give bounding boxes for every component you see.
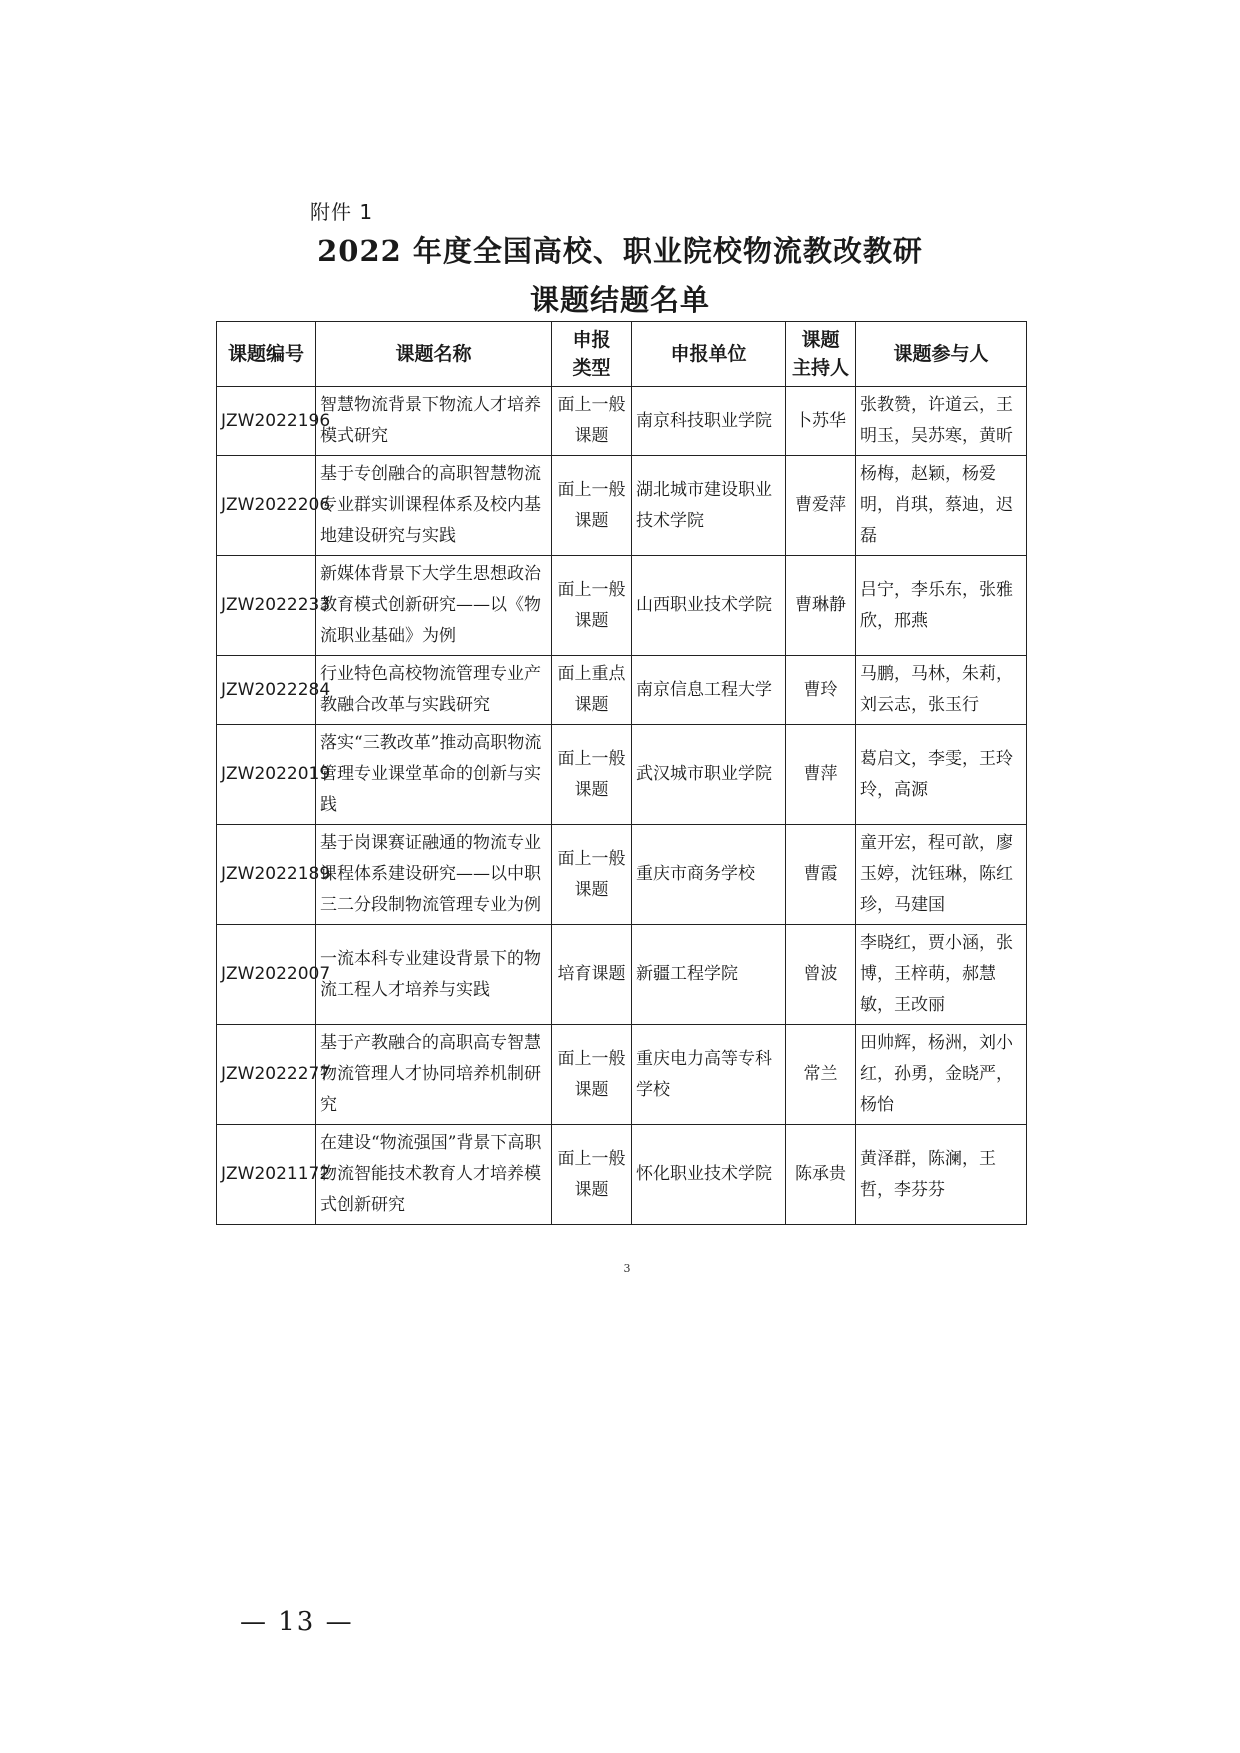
col-header-type-line1: 申报 [572, 329, 611, 351]
col-header-host-line2: 主持人 [791, 357, 849, 379]
cell-unit: 武汉城市职业学院 [632, 725, 786, 825]
cell-host: 曾波 [786, 925, 856, 1025]
cell-type: 培育课题 [552, 925, 632, 1025]
project-list-table [216, 321, 1027, 1225]
document-title-line2: 课题结题名单 [529, 283, 710, 317]
cell-unit: 南京信息工程大学 [632, 656, 786, 725]
table-row [217, 387, 1027, 456]
table-row [217, 456, 1027, 556]
cell-code: JZW2022277 [217, 1025, 316, 1125]
table-row [217, 556, 1027, 656]
cell-code: JZW2022019 [217, 725, 316, 825]
table-row [217, 825, 1027, 925]
cell-host: 曹琳静 [786, 556, 856, 656]
cell-members: 张教赞，许道云，王明玉，吴苏寒，黄昕 [856, 387, 1027, 456]
col-header-host-line1: 课题 [801, 329, 840, 351]
cell-name: 基于专创融合的高职智慧物流专业群实训课程体系及校内基地建设研究与实践 [316, 456, 552, 556]
page-number: — 13 — [240, 1607, 354, 1637]
col-header-host [786, 322, 856, 387]
col-header-name: 课题名称 [316, 322, 552, 387]
cell-type: 面上一般课题 [552, 1125, 632, 1225]
cell-members: 田帅辉，杨洲，刘小红，孙勇，金晓严，杨怡 [856, 1025, 1027, 1125]
cell-unit: 山西职业技术学院 [632, 556, 786, 656]
cell-unit: 重庆市商务学校 [632, 825, 786, 925]
cell-host: 常兰 [786, 1025, 856, 1125]
cell-code: JZW2022233 [217, 556, 316, 656]
cell-name: 一流本科专业建设背景下的物流工程人才培养与实践 [316, 925, 552, 1025]
cell-members: 葛启文，李雯，王玲玲，高源 [856, 725, 1027, 825]
cell-unit: 重庆电力高等专科学校 [632, 1025, 786, 1125]
cell-name: 智慧物流背景下物流人才培养模式研究 [316, 387, 552, 456]
cell-code: JZW2022196 [217, 387, 316, 456]
cell-name: 在建设“物流强国”背景下高职物流智能技术教育人才培养模式创新研究 [316, 1125, 552, 1225]
document-title-line1: 2022 年度全国高校、职业院校物流教改教研 [317, 234, 923, 268]
cell-members: 杨梅，赵颖，杨爱明，肖琪，蔡迪，迟磊 [856, 456, 1027, 556]
table-row [217, 656, 1027, 725]
inner-page-number: 3 [623, 1262, 631, 1275]
cell-type: 面上一般课题 [552, 725, 632, 825]
cell-type: 面上一般课题 [552, 556, 632, 656]
table-header-row [217, 322, 1027, 387]
cell-unit: 湖北城市建设职业技术学院 [632, 456, 786, 556]
cell-host: 卜苏华 [786, 387, 856, 456]
cell-host: 曹萍 [786, 725, 856, 825]
col-header-members: 课题参与人 [856, 322, 1027, 387]
cell-code: JZW2022007 [217, 925, 316, 1025]
col-header-type-line2: 类型 [572, 357, 611, 379]
cell-host: 陈承贵 [786, 1125, 856, 1225]
cell-host: 曹霞 [786, 825, 856, 925]
cell-code: JZW2022189 [217, 825, 316, 925]
cell-host: 曹玲 [786, 656, 856, 725]
cell-unit: 南京科技职业学院 [632, 387, 786, 456]
cell-type: 面上一般课题 [552, 456, 632, 556]
cell-members: 马鹏，马林，朱莉，刘云志，张玉行 [856, 656, 1027, 725]
cell-unit: 新疆工程学院 [632, 925, 786, 1025]
cell-code: JZW2022206 [217, 456, 316, 556]
cell-members: 李晓红，贾小涵，张博，王梓萌，郝慧敏，王改丽 [856, 925, 1027, 1025]
cell-type: 面上一般课题 [552, 1025, 632, 1125]
cell-code: JZW2022284 [217, 656, 316, 725]
table-row [217, 925, 1027, 1025]
attachment-label: 附件 1 [310, 200, 374, 224]
table-row [217, 725, 1027, 825]
cell-name: 新媒体背景下大学生思想政治教育模式创新研究——以《物流职业基础》为例 [316, 556, 552, 656]
col-header-type [552, 322, 632, 387]
table-row [217, 1125, 1027, 1225]
cell-type: 面上一般课题 [552, 825, 632, 925]
col-header-unit: 申报单位 [632, 322, 786, 387]
col-header-code: 课题编号 [217, 322, 316, 387]
cell-members: 童开宏，程可歆，廖玉婷，沈钰琳，陈红珍，马建国 [856, 825, 1027, 925]
cell-members: 吕宁，李乐东，张雅欣，邢燕 [856, 556, 1027, 656]
cell-name: 基于岗课赛证融通的物流专业课程体系建设研究——以中职三二分段制物流管理专业为例 [316, 825, 552, 925]
cell-code: JZW2021172 [217, 1125, 316, 1225]
cell-members: 黄泽群，陈澜，王哲，李芬芬 [856, 1125, 1027, 1225]
cell-name: 行业特色高校物流管理专业产教融合改革与实践研究 [316, 656, 552, 725]
table-row [217, 1025, 1027, 1125]
cell-type: 面上重点课题 [552, 656, 632, 725]
cell-name: 基于产教融合的高职高专智慧物流管理人才协同培养机制研究 [316, 1025, 552, 1125]
cell-unit: 怀化职业技术学院 [632, 1125, 786, 1225]
cell-name: 落实“三教改革”推动高职物流管理专业课堂革命的创新与实践 [316, 725, 552, 825]
cell-host: 曹爱萍 [786, 456, 856, 556]
cell-type: 面上一般课题 [552, 387, 632, 456]
